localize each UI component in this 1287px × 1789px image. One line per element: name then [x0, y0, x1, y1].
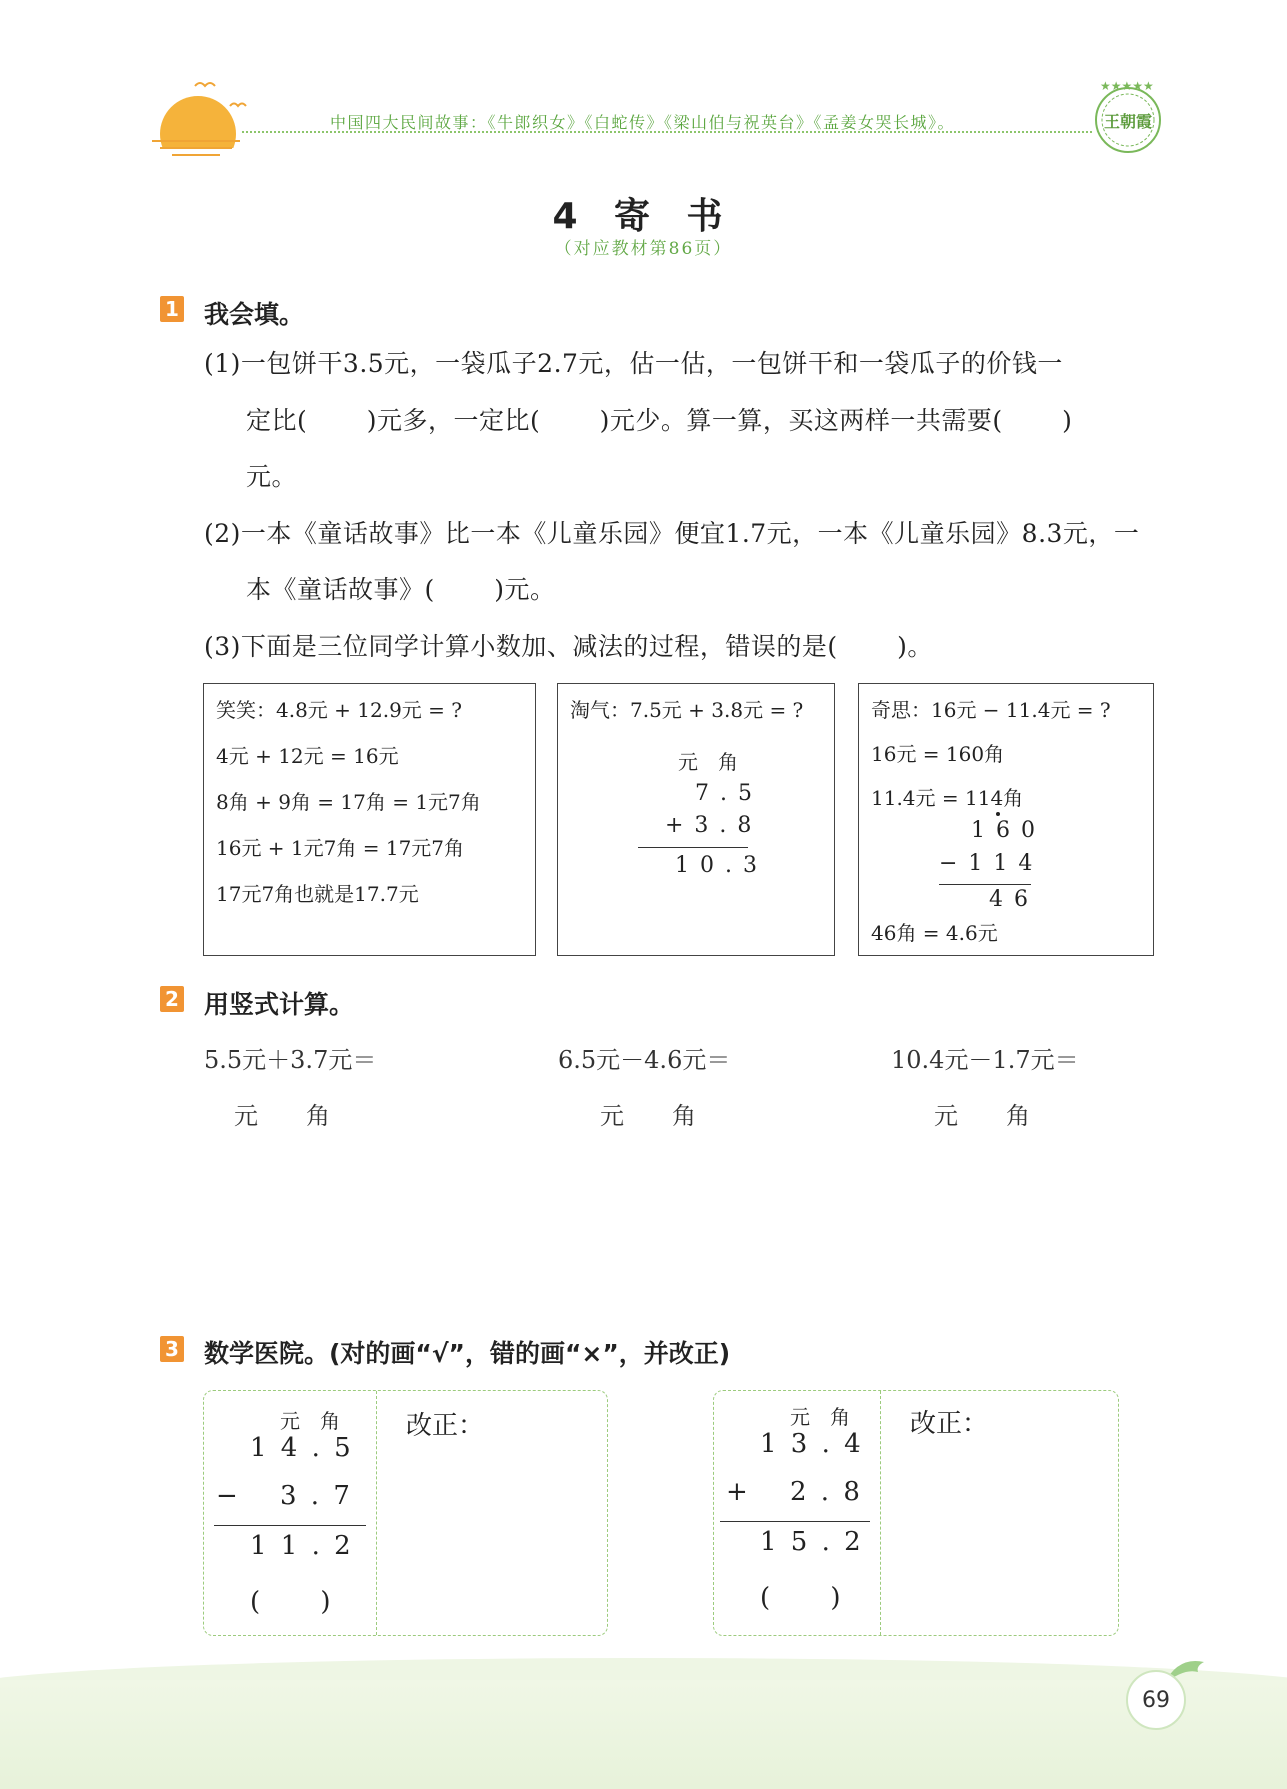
- page-number: 69: [1126, 1670, 1186, 1730]
- q1-line-2: 定比( )元多，一定比( )元少。算一算，买这两样一共需要( ): [246, 406, 1073, 435]
- q2-line-2: 本《童话故事》( )元。: [246, 575, 556, 604]
- calc-1-expr: 5.5元＋3.7元＝: [204, 1046, 377, 1074]
- hospital-card-1: [203, 1390, 608, 1636]
- box2-addend-a: 7 . 5: [695, 781, 754, 806]
- box2-result: 1 0 . 3: [675, 853, 759, 878]
- box3-line-1: 16元 = 160角: [871, 742, 1005, 766]
- card-1-subtrahend: 3 . 7: [280, 1481, 353, 1511]
- solution-box-xiaoxiao: [203, 683, 536, 956]
- box1-line-4: 16元 + 1元7角 = 17元7角: [216, 836, 465, 860]
- box3-line-2: 11.4元 = 114角: [871, 786, 1024, 810]
- calc-1-units: 元 角: [234, 1102, 330, 1130]
- card-2-addend-a: 1 3 . 4: [760, 1429, 864, 1459]
- card-2-units: 元 角: [790, 1405, 850, 1429]
- seal-text: 王朝霞: [1103, 112, 1153, 131]
- card-2-addend-b: 2 . 8: [790, 1477, 863, 1507]
- section-1-title: 我会填。: [204, 300, 305, 329]
- box1-line-2: 4元 + 12元 = 16元: [216, 744, 399, 768]
- box3-minuend: 1 6 0: [971, 818, 1037, 843]
- box3-result: 4 6: [989, 887, 1030, 912]
- card-1-minuend: 1 4 . 5: [250, 1433, 354, 1463]
- page-title: 4 寄 书: [552, 196, 735, 237]
- card-1-operator: −: [216, 1481, 238, 1511]
- box1-line-5: 17元7角也就是17.7元: [216, 882, 419, 906]
- box1-line-1: 笑笑：4.8元 + 12.9元 = ?: [216, 698, 463, 722]
- svg-text:★★★★★: ★★★★★: [1100, 80, 1154, 93]
- box1-line-3: 8角 + 9角 = 17角 = 1元7角: [216, 790, 481, 814]
- card-2-divider: [880, 1391, 881, 1635]
- calc-2-units: 元 角: [600, 1102, 696, 1130]
- box3-tail: 46角 = 4.6元: [871, 921, 998, 945]
- calc-3-units: 元 角: [934, 1102, 1030, 1130]
- sun-reflection-line: [160, 147, 232, 149]
- box2-head: 淘气：7.5元 + 3.8元 = ?: [570, 698, 804, 722]
- box3-diff-line: [939, 884, 1031, 885]
- q3-line: (3)下面是三位同学计算小数加、减法的过程，错误的是( )。: [204, 632, 933, 661]
- section-1-number: 1: [160, 296, 184, 322]
- card-2-operator: +: [726, 1477, 748, 1507]
- box3-subtrahend: − 1 1 4: [939, 851, 1035, 876]
- q1-line-1: (1)一包饼干3.5元，一袋瓜子2.7元，估一估，一包饼干和一袋瓜子的价钱一: [204, 349, 1063, 378]
- section-3-title: 数学医院。(对的画“√”，错的画“×”，并改正): [204, 1339, 731, 1368]
- brand-seal-icon: [1090, 80, 1166, 156]
- box2-addend-b: + 3 . 8: [665, 813, 754, 838]
- sun-reflection-line: [152, 140, 240, 142]
- section-2-number: 2: [160, 986, 184, 1012]
- section-3-number: 3: [160, 1336, 184, 1362]
- card-2-answer-paren[interactable]: ( ): [760, 1583, 841, 1613]
- card-1-divider: [376, 1391, 377, 1635]
- solution-box-qisi: [858, 683, 1154, 956]
- borrow-dot: [996, 812, 1000, 816]
- bird-icon: [190, 78, 250, 118]
- box2-sum-line: [638, 847, 748, 848]
- q2-line-1: (2)一本《童话故事》比一本《儿童乐园》便宜1.7元，一本《儿童乐园》8.3元，一: [204, 519, 1140, 548]
- card-1-result: 1 1 . 2: [250, 1531, 354, 1561]
- card-1-line: [214, 1525, 366, 1526]
- box3-head: 奇思：16元 − 11.4元 = ?: [871, 698, 1111, 722]
- hospital-card-2: [713, 1390, 1119, 1636]
- section-2-title: 用竖式计算。: [204, 990, 355, 1019]
- solution-box-taoqi: [557, 683, 835, 956]
- page-subtitle: （对应教材第86页）: [554, 239, 733, 259]
- q1-line-3: 元。: [246, 462, 298, 491]
- header-banner: 中国四大民间故事：《牛郎织女》《白蛇传》《梁山伯与祝英台》《孟姜女哭长城》。: [330, 113, 956, 132]
- box2-units: 元 角: [678, 750, 738, 774]
- card-1-fix-label: 改正：: [406, 1411, 485, 1441]
- card-1-answer-paren[interactable]: ( ): [250, 1587, 331, 1617]
- calc-2-expr: 6.5元－4.6元＝: [558, 1046, 731, 1074]
- card-2-result: 1 5 . 2: [760, 1527, 864, 1557]
- sun-reflection-line: [172, 154, 220, 156]
- calc-3-expr: 10.4元－1.7元＝: [891, 1046, 1079, 1074]
- card-2-fix-label: 改正：: [910, 1409, 989, 1439]
- card-1-units: 元 角: [280, 1409, 340, 1433]
- footer-band: [0, 1680, 1287, 1789]
- card-2-line: [720, 1521, 870, 1522]
